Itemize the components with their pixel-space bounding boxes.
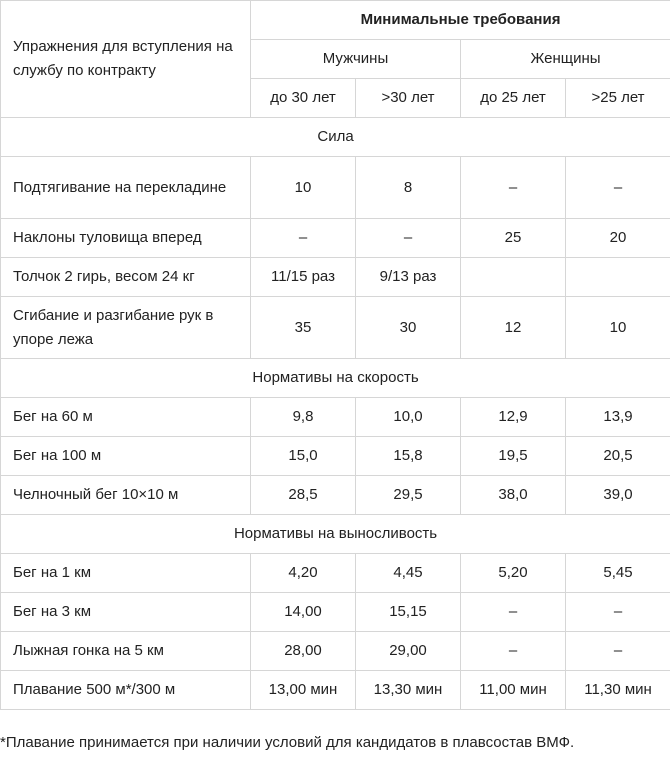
value-cell: 10 — [566, 297, 670, 359]
value-cell: 13,30 мин — [356, 671, 461, 710]
value-cell: – — [566, 632, 670, 671]
header-title: Минимальные требования — [251, 1, 670, 40]
value-cell: 38,0 — [461, 476, 566, 515]
section-title: Сила — [1, 118, 670, 157]
value-cell: 10,0 — [356, 398, 461, 437]
footnote: *Плавание принимается при наличии условий для кандидатов в плавсостав ВМФ. — [0, 734, 575, 751]
value-cell: 25 — [461, 219, 566, 258]
value-cell: 19,5 — [461, 437, 566, 476]
value-cell: 5,45 — [566, 554, 670, 593]
value-cell: 11/15 раз — [251, 258, 356, 297]
value-cell: – — [461, 593, 566, 632]
section-title: Нормативы на выносливость — [1, 515, 670, 554]
value-cell: 39,0 — [566, 476, 670, 515]
table-row — [1, 219, 670, 258]
exercise-name: Толчок 2 гирь, весом 24 кг — [1, 258, 251, 297]
value-cell: 11,30 мин — [566, 671, 670, 710]
value-cell: – — [461, 632, 566, 671]
header-group-men: Мужчины — [251, 40, 461, 79]
header-age-col: >30 лет — [356, 79, 461, 118]
table-row — [1, 437, 670, 476]
exercise-name: Сгибание и разгибание рук в упоре лежа — [1, 297, 251, 359]
section-header-row — [1, 359, 670, 398]
value-cell: 12 — [461, 297, 566, 359]
value-cell: – — [566, 157, 670, 219]
table-row — [1, 476, 670, 515]
exercise-name: Лыжная гонка на 5 км — [1, 632, 251, 671]
header-age-col: >25 лет — [566, 79, 670, 118]
exercise-name: Подтягивание на перекладине — [1, 157, 251, 219]
value-cell: 20,5 — [566, 437, 670, 476]
table-row — [1, 632, 670, 671]
value-cell: 9/13 раз — [356, 258, 461, 297]
table-row — [1, 297, 670, 359]
value-cell: – — [356, 219, 461, 258]
value-cell: – — [566, 593, 670, 632]
value-cell — [566, 258, 670, 297]
value-cell: 15,0 — [251, 437, 356, 476]
exercise-name: Бег на 100 м — [1, 437, 251, 476]
value-cell: 15,8 — [356, 437, 461, 476]
table-row — [1, 398, 670, 437]
header-age-col: до 30 лет — [251, 79, 356, 118]
value-cell: 5,20 — [461, 554, 566, 593]
header-age-col: до 25 лет — [461, 79, 566, 118]
section-header-row — [1, 515, 670, 554]
table-row — [1, 157, 670, 219]
header-row-label: Упражнения для вступления на службу по контракту — [1, 1, 251, 118]
exercise-name: Бег на 3 км — [1, 593, 251, 632]
table-row — [1, 593, 670, 632]
exercise-name: Плавание 500 м*/300 м — [1, 671, 251, 710]
exercise-name: Бег на 1 км — [1, 554, 251, 593]
value-cell: – — [461, 157, 566, 219]
exercise-name: Челночный бег 10×10 м — [1, 476, 251, 515]
value-cell: 13,9 — [566, 398, 670, 437]
value-cell: 11,00 мин — [461, 671, 566, 710]
value-cell: 35 — [251, 297, 356, 359]
header-group-women: Женщины — [461, 40, 670, 79]
value-cell: 29,5 — [356, 476, 461, 515]
value-cell: 4,20 — [251, 554, 356, 593]
value-cell: 4,45 — [356, 554, 461, 593]
value-cell: 29,00 — [356, 632, 461, 671]
table-row — [1, 671, 670, 710]
value-cell: – — [251, 219, 356, 258]
value-cell: 20 — [566, 219, 670, 258]
value-cell: 9,8 — [251, 398, 356, 437]
section-header-row — [1, 118, 670, 157]
value-cell: 28,5 — [251, 476, 356, 515]
value-cell: 8 — [356, 157, 461, 219]
table-row — [1, 554, 670, 593]
value-cell: 12,9 — [461, 398, 566, 437]
value-cell: 14,00 — [251, 593, 356, 632]
exercise-name: Бег на 60 м — [1, 398, 251, 437]
value-cell: 10 — [251, 157, 356, 219]
value-cell: 13,00 мин — [251, 671, 356, 710]
section-title: Нормативы на скорость — [1, 359, 670, 398]
value-cell: 15,15 — [356, 593, 461, 632]
value-cell — [461, 258, 566, 297]
value-cell: 30 — [356, 297, 461, 359]
value-cell: 28,00 — [251, 632, 356, 671]
exercise-name: Наклоны туловища вперед — [1, 219, 251, 258]
table-row — [1, 258, 670, 297]
